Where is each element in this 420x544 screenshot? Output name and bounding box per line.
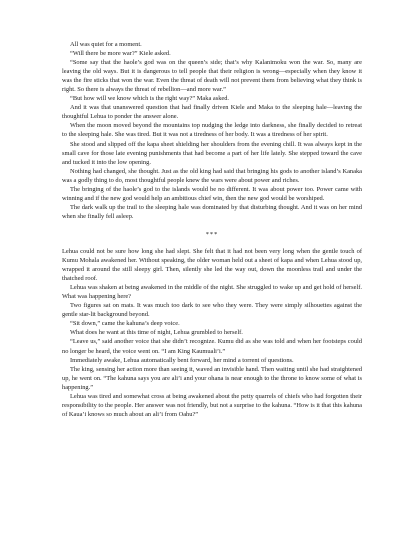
- document-page: [62, 40, 362, 530]
- paragraph: What does he want at this time of night, Lehua grumbled to herself.: [70, 329, 243, 337]
- paragraph: Lehua was shaken at being awakened in the middle of the night. She struggled to wake up and get hold of herself. What was happening here?: [62, 284, 362, 301]
- section-two: [62, 247, 362, 419]
- paragraph: Nothing had changed, she thought. Just as the old king had said that bringing his gods to another island’s Kanaka was a godly thing to do, most thoughtful people knew the wars were about power and riches.: [62, 167, 362, 184]
- paragraph: She stood and slipped off the kapa sheet shielding her shoulders from the evening chill. It was always kept in the small cave for those late evening punishments that had become a part of her life lately. She stepped toward the cave and tucked it into the low opening.: [62, 140, 362, 166]
- paragraph: Immediately awake, Lehua automatically bent forward, her mind a torrent of questions.: [70, 356, 294, 364]
- paragraph: Lehua was tired and somewhat cross at being awakened about the petty quarrels of chiefs who had forgotten their responsibility to the people. Her answer was not friendly, but not a surprise to the kahuna. “How is it that this kahuna of Kaua’i knows so much about an ali’i from Oahu?”: [62, 392, 362, 418]
- paragraph: “Sit down,” came the kahuna’s deep voice.: [70, 320, 180, 328]
- paragraph: All was quiet for a moment.: [70, 41, 142, 48]
- paragraph: “Some say that the haole’s god was on the queen’s side; that’s why Kalanimoku won the war. So, many are leaving the old ways. But it is dangerous to tell people that their religion is wrong—especially when they know it was the fire sticks that won the war. Even the threat of death will not prevent them from believing what they think is right. So there is always the threat of rebellion—and more war.”: [62, 59, 362, 94]
- paragraph: The bringing of the haole’s god to the islands would be no different. It was about power too. Power came with winning and if the new god would help an ambitious chief win, then the new god would be worshiped.: [62, 185, 362, 202]
- paragraph: Two figures sat on mats. It was much too dark to see who they were. They were simply silhouettes against the gentle star-lit background beyond.: [62, 302, 362, 319]
- paragraph: “But how will we know which is the right way?” Maka asked.: [70, 95, 230, 103]
- paragraph: When the moon moved beyond the mountains top nudging the ledge into darkness, she finally decided to retreat to the sleeping hale. She was tired. But it was not a tiredness of her body. It was a tiredness of her spirit.: [62, 122, 362, 139]
- scene-break: ***: [205, 230, 219, 238]
- paragraph: “Will there be more war?” Kiele asked.: [70, 50, 171, 58]
- paragraph: Lehua could not be sure how long she had slept. She felt that it had not been very long when the gentle touch of Kumu Mohala awakened her. Without speaking, the older woman held out a sheet of kapa and when Lehua stood up, wrapped it around the still sleepy girl. Then, silently she led the way out, down the moonless trail and under the thatched roof.: [62, 247, 362, 283]
- paragraph: “Leave us,” said another voice that she didn’t recognize. Kumu did as she was told and when her footsteps could no longer be heard, the voice went on. “I am King Kaumuali’i.”: [62, 338, 362, 355]
- paragraph: The dark walk up the trail to the sleeping hale was dominated by that disturbing thought. And it was on her mind when she finally fell asleep.: [62, 203, 362, 220]
- paragraph: And it was that unanswered question that had finally driven Kiele and Maka to the sleeping hale—leaving the thoughtful Lehua to ponder the answer alone.: [62, 104, 362, 121]
- paragraph: The king, sensing her action more than seeing it, waved an invisible hand. Then waiting until she had straightened up, he went on. “The kahuna says you are ali’i and your ohana is near enough to the throne to know some of what is happening.”: [62, 365, 362, 391]
- section-one: [62, 40, 362, 221]
